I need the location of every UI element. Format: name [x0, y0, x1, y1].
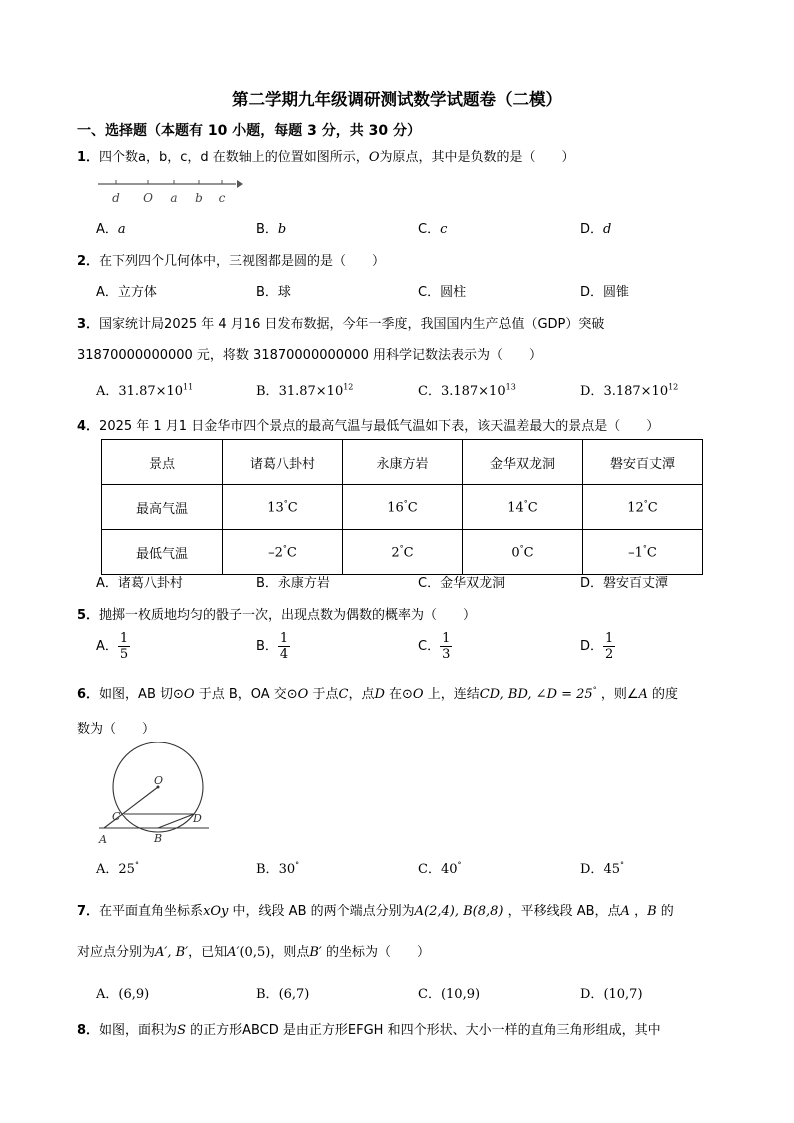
table-cell: 16°C: [343, 485, 463, 530]
table-header-cell: 景点: [102, 440, 223, 485]
q5-option-a[interactable]: A． $\frac{1}{5}$: [96, 631, 129, 662]
fig-label-o: O: [154, 774, 164, 787]
table-header-cell: 金华双龙洞: [463, 440, 583, 485]
section-heading: 一、选择题（本题有 10 小题，每题 3 分，共 30 分）: [77, 123, 421, 139]
question-3-line-2: 31870000000000 元，将数 31870000000000 用科学记数法表示为（ ）: [77, 348, 542, 363]
question-number: 1．: [77, 150, 100, 165]
q4-option-b[interactable]: B．永康方岩: [256, 576, 330, 591]
table-header-cell: 诸葛八卦村: [223, 440, 343, 485]
q6-option-b[interactable]: B．30°: [256, 860, 300, 877]
temperature-table: [101, 439, 703, 575]
question-7: 7．在平面直角坐标系xOy 中，线段 AB 的两个端点分别为A(2,4), B(8,8) ，平移线段 AB，点A ，B 的: [77, 904, 674, 919]
q1-option-d[interactable]: D．d: [580, 222, 612, 237]
fig-label-a: A: [99, 833, 107, 846]
table-header-cell: 磐安百丈潭: [583, 440, 703, 485]
circle-tangent-figure: [96, 742, 212, 846]
q3-option-c[interactable]: C．$3.187\times 10^{13}$: [418, 382, 516, 399]
question-4: 4．2025 年 1 月1 日金华市四个景点的最高气温与最低气温如下表，该天温差最大的景点是（ ）: [77, 419, 660, 434]
q5-option-b[interactable]: B． $\frac{1}{4}$: [256, 631, 289, 662]
table-cell: 14°C: [463, 485, 583, 530]
axis-label-o: O: [143, 191, 153, 205]
q1-option-c[interactable]: C．c: [418, 222, 448, 237]
q5-option-c[interactable]: C． $\frac{1}{3}$: [418, 631, 451, 662]
table-row: [102, 485, 703, 530]
table-cell: 2°C: [343, 530, 463, 575]
table-cell: 0°C: [463, 530, 583, 575]
page-title: 第二学期九年级调研测试数学试题卷（二模）: [232, 90, 562, 109]
question-text-end: 为原点，其中是负数的是（ ）: [379, 150, 575, 165]
axis-label-d: d: [112, 191, 120, 205]
question-3: 3．国家统计局2025 年 4 月16 日发布数据，今年一季度，我国国内生产总值（GDP）突破: [77, 317, 605, 332]
q2-option-c[interactable]: C．圆柱: [418, 285, 467, 300]
table-row: [102, 440, 703, 485]
question-5: 5．抛掷一枚质地均匀的骰子一次，出现点数为偶数的概率为（ ）: [77, 608, 477, 623]
number-line-figure: [96, 176, 246, 208]
q6-option-c[interactable]: C．40°: [418, 860, 462, 877]
q6-option-d[interactable]: D．45°: [580, 860, 624, 877]
q7-option-a[interactable]: A．(6,9): [96, 987, 150, 1002]
q2-option-b[interactable]: B．球: [256, 285, 291, 300]
table-cell: –2°C: [223, 530, 343, 575]
q5-option-d[interactable]: D． $\frac{1}{2}$: [580, 631, 614, 662]
q6-option-a[interactable]: A．25°: [96, 860, 139, 877]
axis-label-b: b: [195, 191, 203, 205]
fig-label-b: B: [154, 832, 163, 845]
table-cell: 13°C: [223, 485, 343, 530]
question-2: 2．在下列四个几何体中，三视图都是圆的是（ ）: [77, 254, 386, 269]
fig-label-c: C: [112, 810, 121, 823]
q3-option-d[interactable]: D．$3.187\times 10^{12}$: [580, 382, 679, 399]
q7-option-c[interactable]: C．(10,9): [418, 987, 481, 1002]
table-row: [102, 530, 703, 575]
question-7-line-2: 对应点分别为A′, B′，已知A′(0,5)，则点B′ 的坐标为（ ）: [77, 945, 430, 960]
row-label: 最低气温: [102, 530, 223, 575]
q4-option-d[interactable]: D．磐安百丈潭: [580, 576, 669, 591]
question-text: 四个数a，b，c，d 在数轴上的位置如图所示，: [99, 150, 369, 165]
axis-label-c: c: [218, 191, 226, 205]
q2-option-d[interactable]: D．圆锥: [580, 285, 630, 300]
axis-label-a: a: [170, 191, 178, 205]
fig-label-d: D: [193, 812, 202, 825]
table-header-cell: 永康方岩: [343, 440, 463, 485]
question-1: [77, 146, 575, 165]
q3-option-a[interactable]: A．$31.87\times 10^{11}$: [96, 382, 194, 399]
q2-option-a[interactable]: A．立方体: [96, 285, 157, 300]
q1-option-a[interactable]: A．a: [96, 222, 126, 237]
origin-symbol: O: [368, 150, 380, 165]
table-cell: –1°C: [583, 530, 703, 575]
q1-option-b[interactable]: B．b: [256, 222, 287, 237]
q7-option-b[interactable]: B．(6,7): [256, 987, 310, 1002]
q7-option-d[interactable]: D．(10,7): [580, 987, 643, 1002]
q4-option-c[interactable]: C．金华双龙洞: [418, 576, 506, 591]
question-6: 6．如图，AB 切⊙O 于点 B，OA 交⊙O 于点C，点D 在⊙O 上，连结CD, BD, ∠D = 25° ，则∠A 的度: [77, 685, 679, 702]
row-label: 最高气温: [102, 485, 223, 530]
q4-option-a[interactable]: A．诸葛八卦村: [96, 576, 183, 591]
question-8: 8．如图，面积为S 的正方形ABCD 是由正方形EFGH 和四个形状、大小一样的直角三角形组成，其中: [77, 1023, 661, 1038]
question-6-line-2: 数为（ ）: [77, 722, 156, 737]
q3-option-b[interactable]: B．$31.87\times 10^{12}$: [256, 382, 354, 399]
table-cell: 12°C: [583, 485, 703, 530]
